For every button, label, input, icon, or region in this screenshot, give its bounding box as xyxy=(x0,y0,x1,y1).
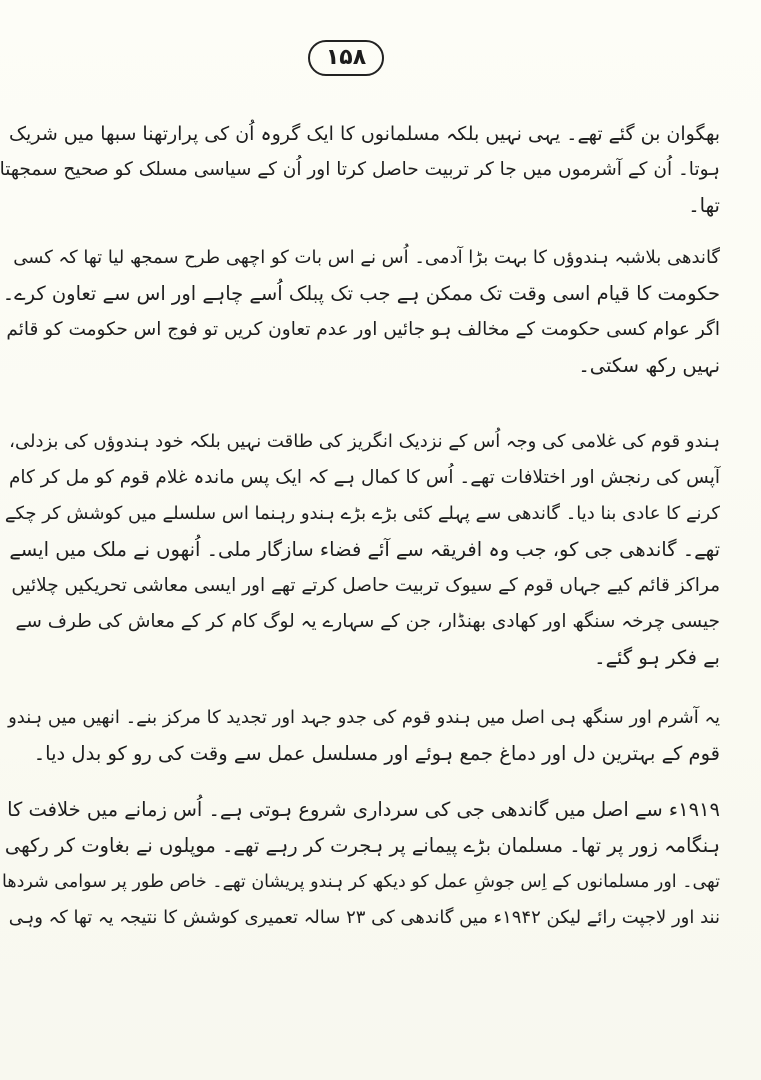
text-line: مراکز قائم کیے جہاں قوم کے سیوک تربیت حاصل کرتے تھے اور ایسی معاشی تحریکیں چلائیں xyxy=(11,575,720,596)
text-line: تھا۔ xyxy=(688,194,720,217)
text-line: بے فکر ہو گئے۔ xyxy=(594,646,720,669)
page-number-badge xyxy=(308,40,384,76)
text-line: کرنے کا عادی بنا دیا۔ گاندھی سے پہلے کئی بڑے بڑے ہندو رہنما اس سلسلے میں کوشش کر چکے xyxy=(4,503,720,524)
text-line: تھے۔ گاندھی جی کو، جب وہ افریقہ سے آئے فضاء سازگار ملی۔ اُنھوں نے ملک میں ایسے xyxy=(9,538,720,561)
paragraph xyxy=(0,792,720,936)
text-line: یہ آشرم اور سنگھ ہی اصل میں ہندو قوم کی جدو جہد اور تجدید کا مرکز بنے۔ انھیں میں ہندو xyxy=(8,707,720,728)
text-line: جیسی چرخہ سنگھ اور کھادی بھنڈار، جن کے سہارے یہ لوگ کام کر کے معاش کی طرف سے xyxy=(15,611,720,632)
text-line: اگر عوام کسی حکومت کے مخالف ہو جائیں اور عدم تعاون کریں تو فوج اس حکومت کو قائم xyxy=(6,319,720,340)
text-line: آپس کی رنجش اور اختلافات تھے۔ اُس کا کمال ہے کہ ایک پس ماندہ غلام قوم کو مل کر کام xyxy=(8,467,720,488)
paragraph xyxy=(0,240,720,384)
paragraph xyxy=(0,700,720,772)
text-line: ہنگامہ زور پر تھا۔ مسلمان بڑے پیمانے پر ہجرت کر رہے تھے۔ موپلوں نے بغاوت کر رکھی xyxy=(4,834,720,857)
text-line: قوم کے بہترین دل اور دماغ جمع ہوئے اور مسلسل عمل سے وقت کی رو کو بدل دیا۔ xyxy=(33,742,720,765)
text-line: نہیں رکھ سکتی۔ xyxy=(578,354,720,377)
page-number: ۱۵۸ xyxy=(325,45,367,70)
text-line: گاندھی بلاشبہ ہندوؤں کا بہت بڑا آدمی۔ اُس نے اس بات کو اچھی طرح سمجھ لیا تھا کہ کسی xyxy=(13,247,720,268)
text-line: ہوتا۔ اُن کے آشرموں میں جا کر تربیت حاصل کرتا اور اُن کے سیاسی مسلک کو صحیح سمجھتا xyxy=(0,159,720,180)
paragraph xyxy=(0,424,720,676)
paragraph xyxy=(0,116,720,224)
text-line: بھگوان بن گئے تھے۔ یہی نہیں بلکہ مسلمانوں کا ایک گروہ اُن کی پرارتھنا سبھا میں شریک xyxy=(9,123,720,145)
text-line: حکومت کا قیام اسی وقت تک ممکن ہے جب تک پبلک اُسے چاہے اور اس سے تعاون کرے۔ xyxy=(2,282,720,305)
text-line: ہندو قوم کی غلامی کی وجہ اُس کے نزدیک انگریز کی طاقت نہیں بلکہ خود ہندوؤں کی بزدلی، xyxy=(9,431,720,452)
text-line: تھی۔ اور مسلمانوں کے اِس جوشِ عمل کو دیکھ کر ہندو پریشان تھے۔ خاص طور پر سوامی شردھا xyxy=(2,872,720,892)
text-line: نند اور لاجپت رائے لیکن ۱۹۴۲ء میں گاندھی کی ۲۳ سالہ تعمیری کوشش کا نتیجہ یہ تھا کہ وہی xyxy=(8,907,720,928)
text-line: ۱۹۱۹ء سے اصل میں گاندھی جی کی سرداری شروع ہوتی ہے۔ اُس زمانے میں خلافت کا xyxy=(7,798,720,821)
